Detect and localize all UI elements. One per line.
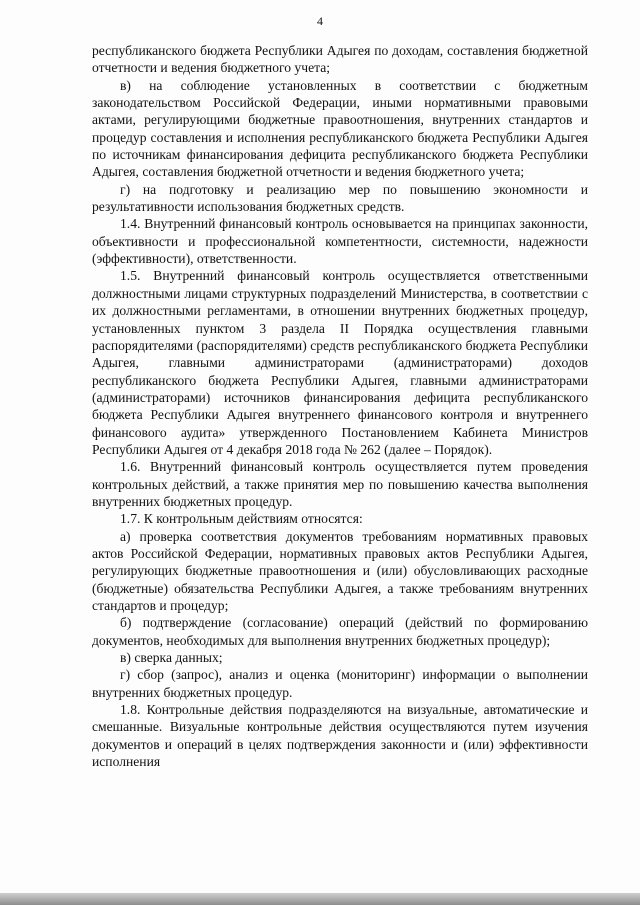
scan-bottom-edge bbox=[0, 893, 640, 905]
paragraph-item-g2: г) сбор (запрос), анализ и оценка (мониторинг) информации о выполнении внутренних бюджетных процедур. bbox=[92, 667, 588, 700]
paragraph-item-a: а) проверка соответствия документов требованиям нормативных правовых актов Российской Федерации, нормативных правовых актов Республики Адыгея, регулирующих бюджетные правоотношения и (или) обусловливающих расходные (бюджетные) обязательства Республики Адыгея, а также требованиям внутренних стандартов и процедур; bbox=[92, 528, 588, 613]
paragraph-1-8: 1.8. Контрольные действия подразделяются на визуальные, автоматические и смешанные. Визуальные контрольные действия осуществляются путем изучения документов и операций в целях подтверждения законности и (или) эффективности исполнения bbox=[92, 702, 588, 770]
paragraph-item-v2: в) сверка данных; bbox=[120, 650, 223, 666]
document-body bbox=[92, 42, 588, 770]
page-number: 4 bbox=[317, 14, 323, 28]
paragraph-item-v: в) на соблюдение установленных в соответствии с бюджетным законодательством Российской Федерации, иными нормативными правовыми актами, регулирующими бюджетные правоотношения, внутренних стандартов и процедур составления и исполнения республиканского бюджета Республики Адыгея по источникам финансирования дефицита республиканского бюджета Республики Адыгея, составления бюджетной отчетности и ведения бюджетного учета; bbox=[92, 77, 588, 180]
paragraph-1-5: 1.5. Внутренний финансовый контроль осуществляется ответственными должностными лицами структурных подразделений Министерства, в соответствии с их должностными регламентами, в отношении внутренних бюджетных процедур, установленных пунктом 3 раздела II Порядка осуществления главными распорядителями (распорядителями) средств республиканского бюджета Республики Адыгея, главными администраторами (администраторами) доходов республиканского бюджета Республики Адыгея, главными администраторами (администраторами) источников финансирования дефицита республиканского бюджета Республики Адыгея внутреннего финансового контроля и внутреннего финансового аудита» утвержденного Постановлением Кабинета Министров Республики Адыгея от 4 декабря 2018 года № 262 (далее – Порядок). bbox=[92, 268, 588, 457]
paragraph-1-6: 1.6. Внутренний финансовый контроль осуществляется путем проведения контрольных действий, а также принятия мер по повышению качества выполнения внутренних бюджетных процедур. bbox=[92, 459, 588, 509]
paragraph-item-g: г) на подготовку и реализацию мер по повышению экономности и результативности использования бюджетных средств. bbox=[92, 181, 588, 215]
paragraph-1-4: 1.4. Внутренний финансовый контроль основывается на принципах законности, объективности и профессиональной компетентности, системности, надежности (эффективности), ответственности. bbox=[92, 216, 588, 267]
paragraph-item-b: б) подтверждение (согласование) операций (действий по формированию документов, необходимых для выполнения внутренних бюджетных процедур); bbox=[92, 615, 588, 648]
paragraph-continuation: республиканского бюджета Республики Адыгея по доходам, составления бюджетной отчетности и ведения бюджетного учета; bbox=[92, 43, 588, 76]
paragraph-1-7: 1.7. К контрольным действиям относятся: bbox=[120, 511, 363, 527]
